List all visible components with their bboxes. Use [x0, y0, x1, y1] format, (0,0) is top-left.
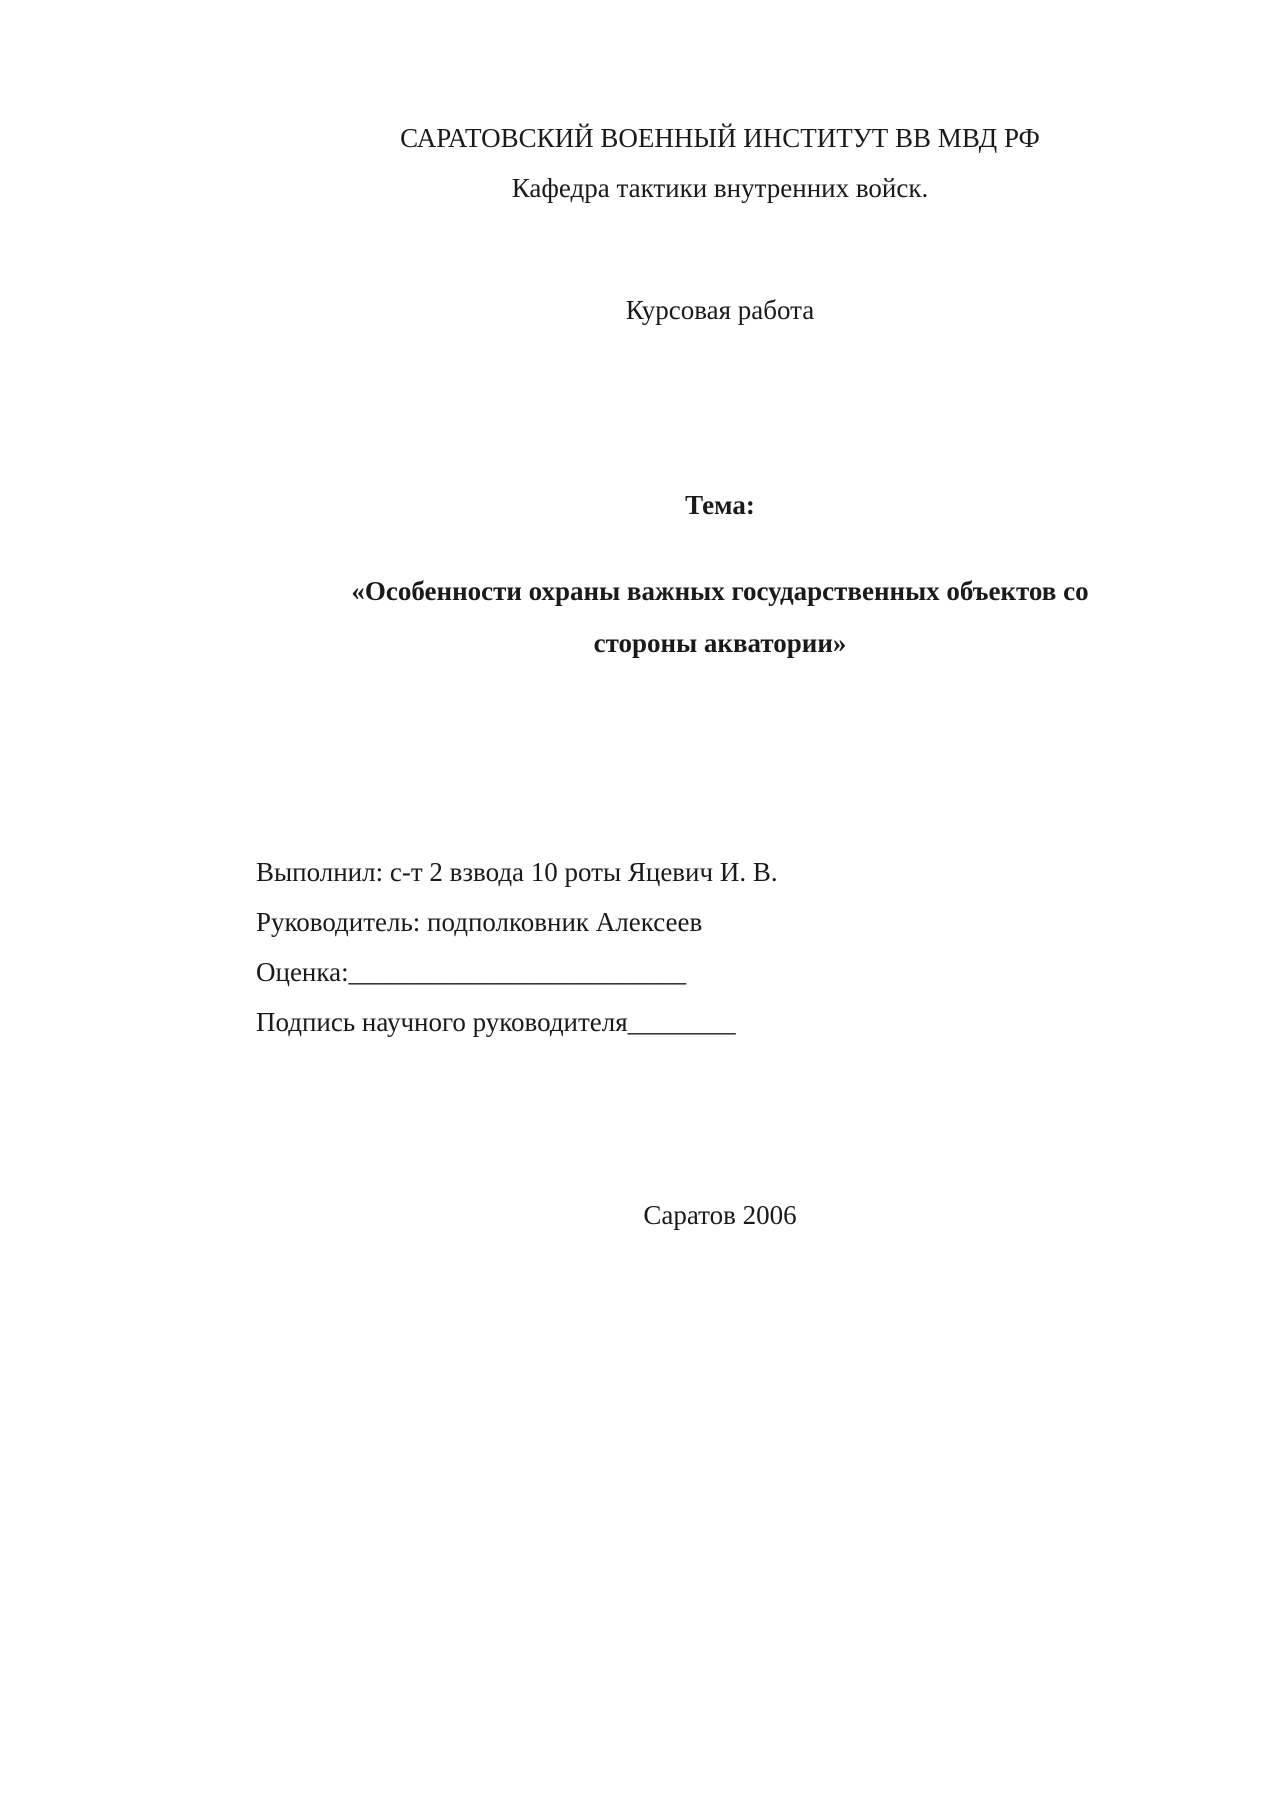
city-year: Саратов 2006	[643, 1200, 797, 1230]
performed-by: Выполнил: с-т 2 взвода 10 роты Яцевич И. В.	[256, 857, 778, 887]
topic-label: Тема:	[685, 490, 755, 520]
topic-title-line-2: стороны акватории»	[593, 628, 847, 658]
signature-field: Подпись научного руководителя________	[256, 1007, 736, 1037]
supervisor: Руководитель: подполковник Алексеев	[256, 907, 703, 937]
institute-name: САРАТОВСКИЙ ВОЕННЫЙ ИНСТИТУТ ВВ МВД РФ	[400, 123, 1040, 153]
department-name: Кафедра тактики внутренних войск.	[511, 173, 929, 203]
grade-field: Оценка:_________________________	[256, 957, 687, 987]
document-type: Курсовая работа	[625, 295, 815, 325]
topic-title-line-1: «Особенности охраны важных государственных объектов со	[351, 576, 1089, 606]
